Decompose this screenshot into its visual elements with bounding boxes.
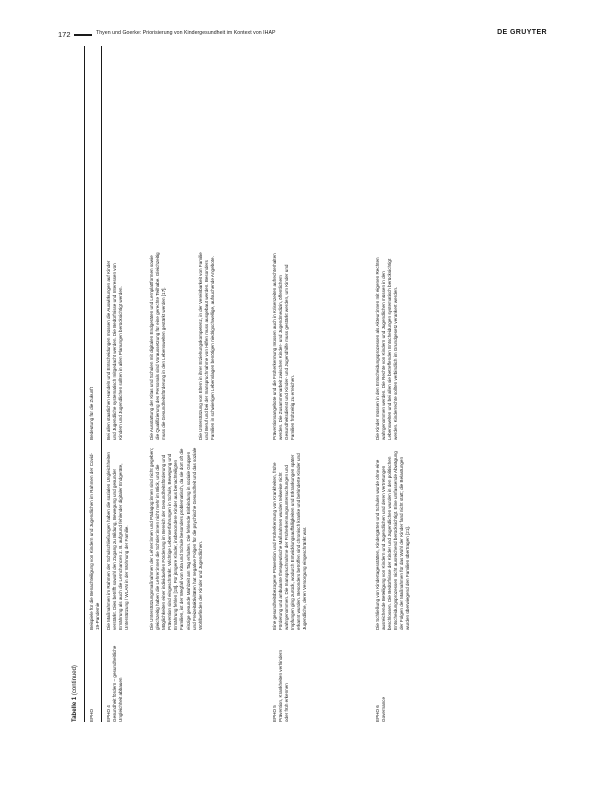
future-paragraph: Präventionsangebote und die Früherkennung müssen auch in Krisenzeiten aufrechterhalten werden. Die Zusammenarbeit zwischen Kinder- und Jugendmedizin, öffentlichem Gesundheitsdienst und Kinder- und Jugendhilfe muss gestärkt werden, um Kinder und Familien frühzeitig zu erreichen.: [272, 253, 296, 440]
example-paragraph: Eine gesundheitsbezogene Prävention und Früherkennung von Krankheiten, frühe Förderung und ambulante therapeutische Maßnahmen wurden teilweise nicht wahrgenommen. Die Inanspruchnahme der Früherkennungsuntersuchungen und Impfungen ging zurück, wodurch Entwicklungsauffälligkeiten und Erkrankungen später erkannt wurden. Besonders betroffen sind chronisch kranke und behinderte Kinder und Jugendliche, deren Versorgung eingeschränkt war.: [272, 453, 308, 630]
header-future: Bedeutung für die Zukunft: [89, 387, 94, 440]
epho-label: EPHO 5 Prävention, Krankheiten verhindern oder früh erkennen: [272, 649, 290, 722]
table-top-rule: [84, 46, 85, 722]
example-paragraph: Die Unterstützungsmaßnahmen der Lehrer:innen und Pädagog:innen sind nicht gegeben; gleichzeitig haben die Lehrer:innen die Schüler:innen nicht mehr im Blick, und die Möglichkeiten einer individuellen Förderung im Bereich der Gesundheitsförderung und Prävention sind eingeschränkt. Wichtige Lebenserfahrungen in Schule, Bewegung und Ernährung fehlen [18]. Für jüngere Kinder, insbesondere Kinder aus benachteiligten Familien, ist der Wegfall von Kita und Schule besonders problematisch, da sie dort oft die einzige gesunde Mahlzeit am Tag erhalten. Die fehlende Einbindung in soziale Gruppen und Freizeitaktivitäten hat negative Folgen für die psychische Gesundheit und das soziale Wohlbefinden der Kinder und Jugendlichen.: [149, 447, 203, 630]
table-header-rule: [101, 46, 102, 722]
future-paragraph: Die Unterstützung von Eltern in ihrer Erziehungskompetenz, in der Vereinbarkeit von Familie und Beruf und bei der Inanspruchnahme von Hilfen muss ausgebaut werden. Besonders Familien in schwierigen Lebenslagen benötigen niedrigschwellige, aufsuchende Angebote.: [198, 252, 216, 440]
header-epho: EPHO: [89, 708, 94, 722]
future-paragraph: Die Ausstattung der Kitas und Schulen mit digitalen Endgeräten und Lernplattformen sowie die Qualifizierung des Personals sind Voraussetzung für eine gerechte Teilhabe. Gleichzeitig muss die Gesundheitsförderung in den Lebenswelten gestärkt werden [17].: [149, 252, 167, 440]
page-number: 172: [58, 30, 71, 39]
header-examples: Beispiele für die Benachteiligung von Kindern und Jugendlichen im Rahmen der Covid-19-Pandemie: [89, 453, 101, 630]
header-rule: [74, 34, 92, 36]
running-head: [58, 30, 547, 44]
epho-label: EPHO 6 Governance: [375, 696, 387, 722]
rotated-table: [72, 46, 547, 722]
table-caption-continued: (continued): [72, 665, 78, 696]
future-paragraph: Bei allen staatlichen Handeln und Entscheidungen müssen die Auswirkungen auf Kinder und Jugendliche systematisch mitgedacht werden. Die Bedürfnisse und Interessen von Kindern und Jugendlichen sollten in allen Planungen berücksichtigt werden.: [106, 260, 124, 440]
example-paragraph: Die Schließung von Kindertagesstätten, Kindergärten und Schulen wurde ohne eine ausreichende Beteiligung von Kindern und Jugendlichen und deren Vertretungen beschlossen. Die Bedürfnisse der Kinder und Jugendlichen wurden in den politischen Entscheidungsprozessen nicht ausreichend berücksichtigt. Eine umfassende Abwägung der Folgen der Maßnahmen für das Wohl der Kinder fand nicht statt; die Belastungen wurden überwiegend den Familien übertragen [21].: [375, 451, 411, 630]
running-title: Thyen und Goerke: Priorisierung von Kindergesundheit im Kontext von IHAP: [96, 30, 276, 36]
epho-label: EPHO 4 Gesundheit fördern – gesundheitliche Ungleichheit abbauen: [106, 645, 124, 722]
table-caption: [72, 665, 78, 722]
example-paragraph: Die Maßnahmen im Rahmen der Schulschließungen haben die sozialen Ungleichheiten verstärkt. Dies betrifft sowohl den Zugang zu Bildung, Bewegung und gesunder Ernährung als auch die Lernchancen z. B. aufgrund fehlender digitaler Endgeräte, Unterstützung / WLAN in der Wohnung der Familie.: [106, 452, 130, 630]
future-paragraph: Die Kinder müssen in den Entscheidungsprozessen als Akteur:innen mit eigenen Rechten wahrgenommen werden. Die Rechte von Kindern und Jugendlichen müssen in den Lebenswelten und bei allen sie betreffenden Entscheidungen systematisch berücksichtigt werden. Kinderrechte sollten verbindlich im Grundgesetz verankert werden.: [375, 257, 399, 440]
publisher-logo: DE GRUYTER: [497, 29, 547, 36]
table-caption-label: Tabelle 1: [72, 696, 78, 722]
